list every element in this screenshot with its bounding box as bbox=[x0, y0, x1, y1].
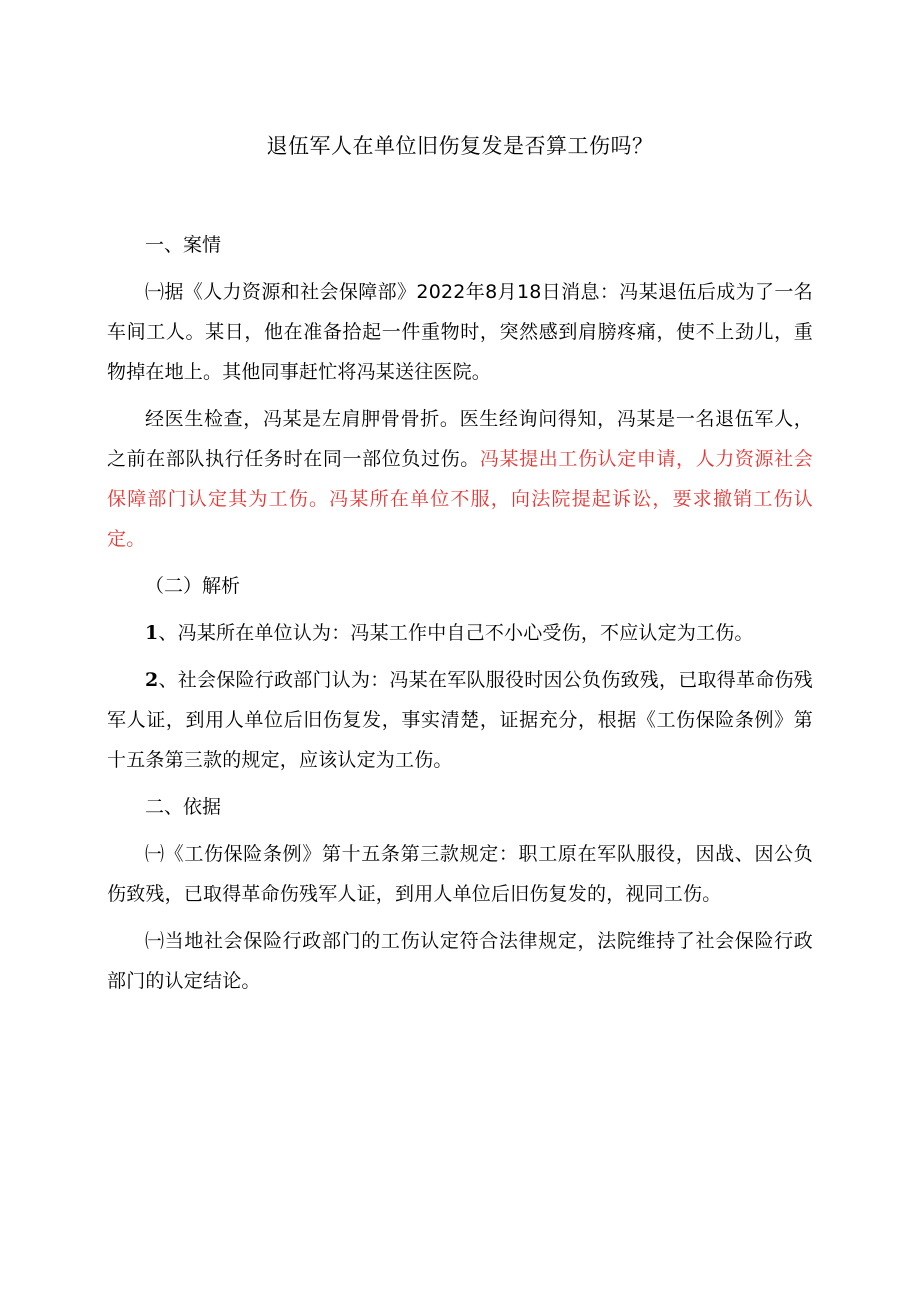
analysis-item-1 bbox=[107, 613, 813, 653]
document-title: 退伍军人在单位旧伤复发是否算工伤吗？ bbox=[266, 134, 654, 158]
subsection-heading-analysis: （二）解析 bbox=[145, 575, 241, 597]
basis-paragraph-1: ㈠《工伤保险条例》第十五条第三款规定：职工原在军队服役，因战、因公负伤致残，已取得革命伤残军人证，到用人单位后旧伤复发的，视同工伤。 bbox=[107, 843, 813, 905]
analysis-item-2 bbox=[107, 660, 813, 780]
analysis-item-1-number: 1 bbox=[145, 622, 159, 644]
section-heading-case: 一、案情 bbox=[145, 234, 222, 256]
case-paragraph-1: ㈠据《人力资源和社会保障部》2022年8月18日消息：冯某退伍后成为了一名车间工人。某日，他在准备拾起一件重物时，突然感到肩膀疼痛，使不上劲儿，重物掉在地上。其他同事赶忙将冯某送往医院。 bbox=[107, 281, 813, 383]
section-heading-basis: 二、依据 bbox=[145, 796, 222, 818]
basis-paragraph-2: ㈠当地社会保险行政部门的工伤认定符合法律规定，法院维持了社会保险行政部门的认定结论。 bbox=[107, 930, 813, 992]
analysis-item-1-text: 、冯某所在单位认为：冯某工作中自己不小心受伤，不应认定为工伤。 bbox=[158, 622, 754, 644]
case-paragraph-2-highlight: 冯某提出工伤认定申请，人力资源社会保障部门认定其为工伤。冯某所在单位不服，向法院提起诉讼，要求撤销工伤认定。 bbox=[107, 448, 813, 550]
analysis-item-2-number: 2 bbox=[145, 669, 159, 691]
case-paragraph-2-normal: 经医生检查，冯某是左肩胛骨骨折。医生经询问得知，冯某是一名退伍军人，之前在部队执行任务时在同一部位负过伤。 bbox=[107, 408, 813, 470]
document-body bbox=[107, 225, 813, 1008]
case-paragraph-2 bbox=[107, 399, 813, 559]
analysis-item-2-text: 、社会保险行政部门认为：冯某在军队服役时因公负伤致残，已取得革命伤残军人证，到用人单位后旧伤复发，事实清楚，证据充分，根据《工伤保险条例》第十五条第三款的规定，应该认定为工伤。 bbox=[107, 669, 813, 771]
